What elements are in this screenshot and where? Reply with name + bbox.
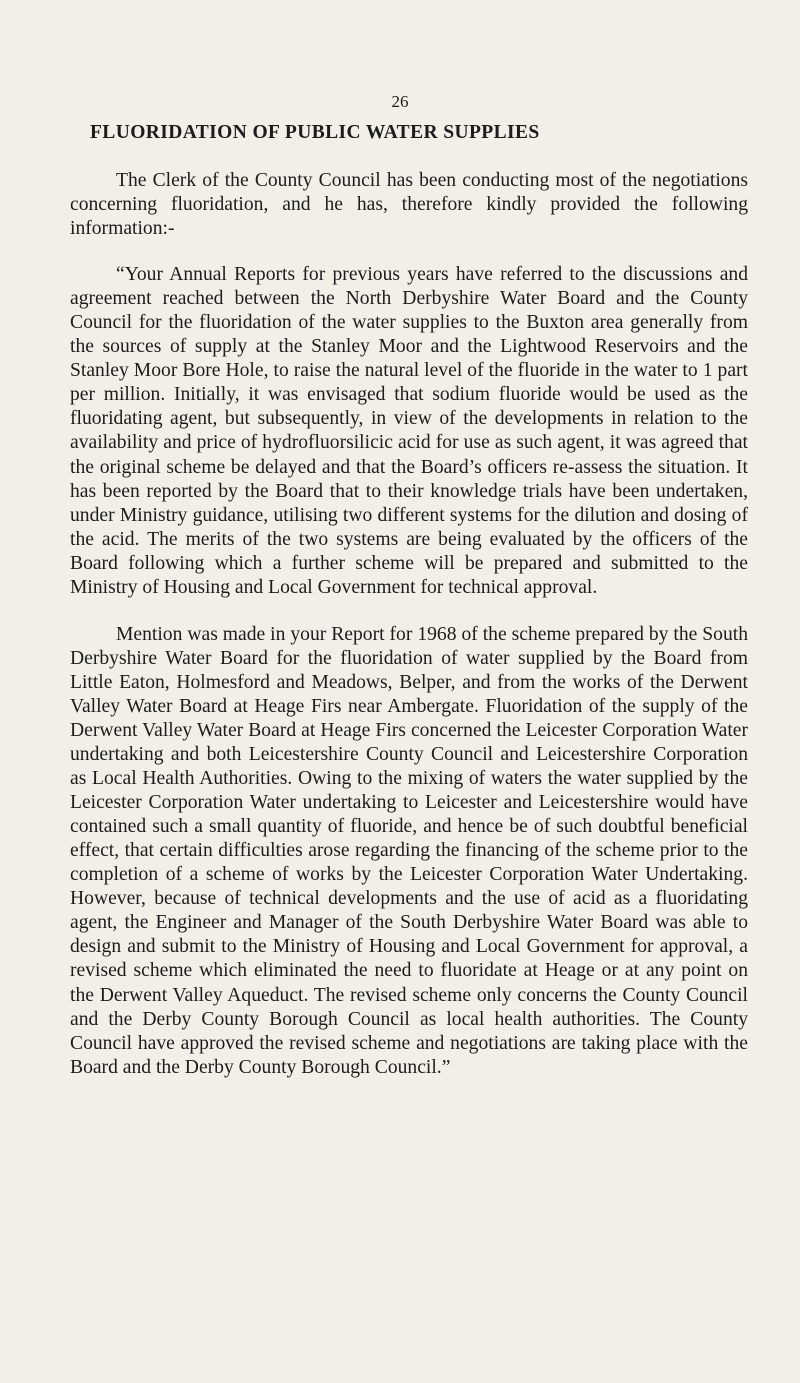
quote-paragraph-1: “Your Annual Reports for previous years have referred to the discussions and agreement reached between the North Derbyshire Water Board and the County Council for the fluoridation of the water supplies to the Buxton area generally from the sources of supply at the Stanley Moor and the Lightwood Reservoirs and the Stanley Moor Bore Hole, to raise the natural level of the fluoride in the water to 1 part per million. Initially, it was envisaged that sodium fluoride would be used as the fluoridating agent, but subsequently, in view of the developments in relation to the availability and price of hydrofluorsilicic acid for use as such agent, it was agreed that the original scheme be delayed and that the Board’s officers re-assess the situation. It has been reported by the Board that to their knowledge trials have been undertaken, under Ministry guidance, utilising two different systems for the dilution and dosing of the acid. The merits of the two systems are being evaluated by the officers of the Board following which a further scheme will be prepared and submitted to the Ministry of Housing and Local Government for technical approval. xyxy=(70,264,748,598)
intro-paragraph: The Clerk of the County Council has been conducting most of the negotiations concerning fluoridation, and he has, therefore kindly provided the following information:- xyxy=(70,170,748,240)
section-heading: FLUORIDATION OF PUBLIC WATER SUPPLIES xyxy=(90,122,540,143)
quote-paragraph-2: Mention was made in your Report for 1968 of the scheme prepared by the South Derbyshire Water Board for the fluoridation of water supplied by the Board from Little Eaton, Holmesford and Meadows, Belper, and from the works of the Derwent Valley Water Board at Heage Firs near Ambergate. Fluoridation of the supply of the Derwent Valley Water Board at Heage Firs concerned the Leicester Corporation Water undertaking and both Leicestershire County Council and Leicestershire Corporation as Local Health Authorities. Owing to the mixing of waters the water supplied by the Leicester Corporation Water undertaking to Leicester and Leicestershire would have contained such a small quantity of fluoride, and hence be of such doubtful beneficial effect, that certain difficulties arose regarding the financing of the scheme prior to the completion of a scheme of works by the Leicester Corporation Water Undertaking. However, because of technical developments and the use of acid as a fluoridating agent, the Engineer and Manager of the South Derbyshire Water Board was able to design and submit to the Ministry of Housing and Local Government for approval, a revised scheme which eliminated the need to fluoridate at Heage or at any point on the Derwent Valley Aqueduct. The revised scheme only concerns the County Council and the Derby County Borough Council as local health authorities. The County Council have approved the revised scheme and negotiations are taking place with the Board and the Derby County Borough Council.” xyxy=(70,623,748,1078)
page-number: 26 xyxy=(391,92,409,111)
quoted-information xyxy=(70,263,748,1080)
